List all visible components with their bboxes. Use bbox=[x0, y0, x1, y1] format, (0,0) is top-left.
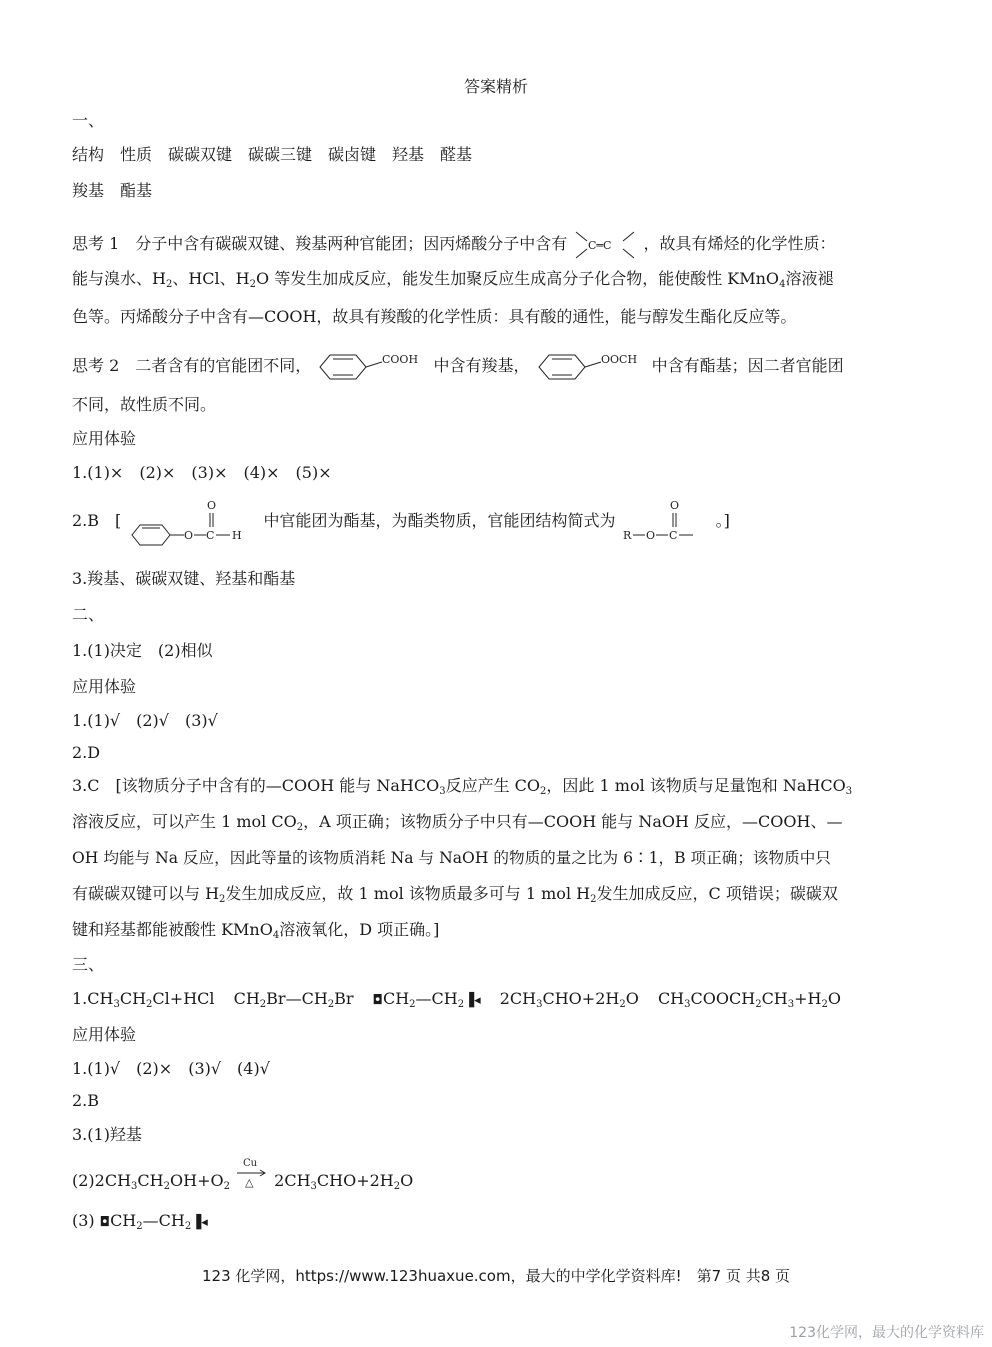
svg-text:C: C bbox=[668, 528, 677, 542]
struct-label-cooh: COOH bbox=[382, 352, 419, 366]
alkene-structure-icon bbox=[572, 228, 638, 262]
ester-group-structure-icon bbox=[621, 497, 711, 547]
page-footer: 123 化学网，https://www.123huaxue.com，最大的中学化学资料库! 第7 页 共8 页 bbox=[201, 1267, 791, 1285]
watermark: 123化学网，最大的化学资料库 bbox=[789, 1325, 984, 1341]
s3-answer3-2: $(2)2CH_3CH_2OH+O_2$ Cu △ $2CH_3CHO+2H_2O$ bbox=[72, 1158, 414, 1192]
section-two-heading: 二、 bbox=[72, 605, 105, 624]
page-title: 答案精析 bbox=[463, 77, 528, 96]
benzoic-acid-structure-icon bbox=[316, 349, 428, 385]
think1-text-a: 思考 1 分子中含有碳碳双键、羧基两种官能团；因丙烯酸分子中含有 bbox=[72, 234, 568, 253]
apply1-answer1: 1.(1)× (2)× (3)× (4)× (5)× bbox=[72, 463, 332, 482]
svg-text:O: O bbox=[184, 528, 194, 542]
apply-heading-3: 应用体验 bbox=[72, 1025, 137, 1044]
struct-label-ooch: OOCH bbox=[600, 352, 637, 366]
s2-a3-line5: 键和羟基都能被酸性 KMnO$_4$溶液氧化，D 项正确。] bbox=[72, 920, 440, 941]
apply1-answer3: 3.羧基、碳碳双键、羟基和酯基 bbox=[72, 569, 296, 588]
s3-answer1: 1.(1)√ (2)× (3)√ (4)√ bbox=[72, 1059, 270, 1078]
s3-answer3-1: 3.(1)羟基 bbox=[72, 1125, 142, 1144]
s2-a3-line1: 3.C [该物质分子中含有的—COOH 能与 NaHCO$_3$反应产生 $CO_2$，因此 1 mol 该物质与足量饱和 NaHCO$_3$ bbox=[72, 776, 853, 797]
bracket-right-icon: ▐◂ bbox=[464, 993, 481, 1008]
fill-line-1: 结构 性质 碳碳双键 碳碳三键 碳卤键 羟基 醛基 bbox=[72, 145, 473, 164]
reaction-arrow-icon bbox=[235, 1156, 269, 1192]
think1-text-b: ，故具有烯烃的化学性质： bbox=[643, 234, 836, 253]
s2-answer2: 2.D bbox=[72, 743, 101, 762]
s3-equations-line: $1.CH_3CH_2Cl+HCl$ $CH_2Br—CH_2Br$ $◘CH_2—CH_2▐◂$ $2CH_3CHO+2H_2O$ $CH_3COOCH_2CH_3+H_2O$ bbox=[72, 989, 841, 1010]
svg-text:Cu: Cu bbox=[243, 1158, 258, 1169]
bracket-left-icon: ◘ bbox=[99, 1215, 111, 1230]
s3-answer3-3: (3) $◘CH_2—CH_2▐◂$ bbox=[72, 1211, 208, 1232]
think2-text-b: 中含有羧基， bbox=[433, 356, 530, 375]
svg-text:H: H bbox=[232, 528, 242, 542]
svg-text:R: R bbox=[622, 528, 631, 542]
svg-text:O: O bbox=[669, 498, 679, 512]
svg-text:O: O bbox=[645, 528, 655, 542]
section-one-heading: 一、 bbox=[72, 111, 105, 130]
apply-heading-1: 应用体验 bbox=[72, 429, 137, 448]
fill-line-2: 羧基 酯基 bbox=[72, 181, 153, 200]
s2-line1: 1.(1)决定 (2)相似 bbox=[72, 641, 213, 660]
think1-line2: 能与溴水、$H_2$、HCl、$H_2O$ 等发生加成反应，能发生加聚反应生成高分子化合物，能使酸性 KMnO$_4$溶液褪 bbox=[72, 269, 834, 290]
section-three-heading: 三、 bbox=[72, 955, 105, 974]
bracket-right-icon: ▐◂ bbox=[191, 1215, 208, 1230]
apply1-answer2: 2.B [ O C O H 中官能团为酯基，为酯类物质，官能团结构简式为 R O C O 。] bbox=[72, 496, 730, 547]
svg-text:△: △ bbox=[245, 1176, 254, 1189]
svg-text:O: O bbox=[207, 498, 217, 512]
s3-answer2: 2.B bbox=[72, 1091, 100, 1110]
think2-line1 bbox=[72, 346, 844, 386]
bracket-left-icon: ◘ bbox=[372, 993, 383, 1008]
s2-a3-line4: 有碳碳双键可以与 $H_2$发生加成反应，故 1 mol 该物质最多可与 1 mol $H_2$发生加成反应，C 项错误；碳碳双 bbox=[72, 884, 838, 905]
s2-a3-line2: 溶液反应，可以产生 1 mol $CO_2$，A 项正确；该物质分子中只有—COOH 能与 NaOH 反应，—COOH、— bbox=[72, 812, 843, 833]
apply-heading-2: 应用体验 bbox=[72, 677, 137, 696]
phenyl-formate-full-structure-icon bbox=[126, 497, 258, 547]
svg-text:C: C bbox=[206, 528, 215, 542]
struct-label-cc: C═C bbox=[588, 238, 612, 252]
think1-line1 bbox=[72, 226, 835, 262]
s2-a3-line3: OH 均能与 Na 反应，因此等量的该物质消耗 Na 与 NaOH 的物质的量之比为 6∶1，B 项正确；该物质中只 bbox=[72, 849, 831, 867]
s2-answer3-paragraph bbox=[72, 768, 920, 948]
think2-line2: 不同，故性质不同。 bbox=[72, 395, 217, 414]
think2-text-a: 思考 2 二者含有的官能团不同， bbox=[72, 356, 312, 375]
think2-text-c: 中含有酯基；因二者官能团 bbox=[651, 356, 844, 375]
think1-line3: 色等。丙烯酸分子中含有—COOH，故具有羧酸的化学性质：具有酸的通性，能与醇发生酯化反应等。 bbox=[72, 307, 797, 326]
s2-answer1: 1.(1)√ (2)√ (3)√ bbox=[72, 711, 218, 730]
phenyl-formate-structure-icon bbox=[535, 349, 647, 385]
